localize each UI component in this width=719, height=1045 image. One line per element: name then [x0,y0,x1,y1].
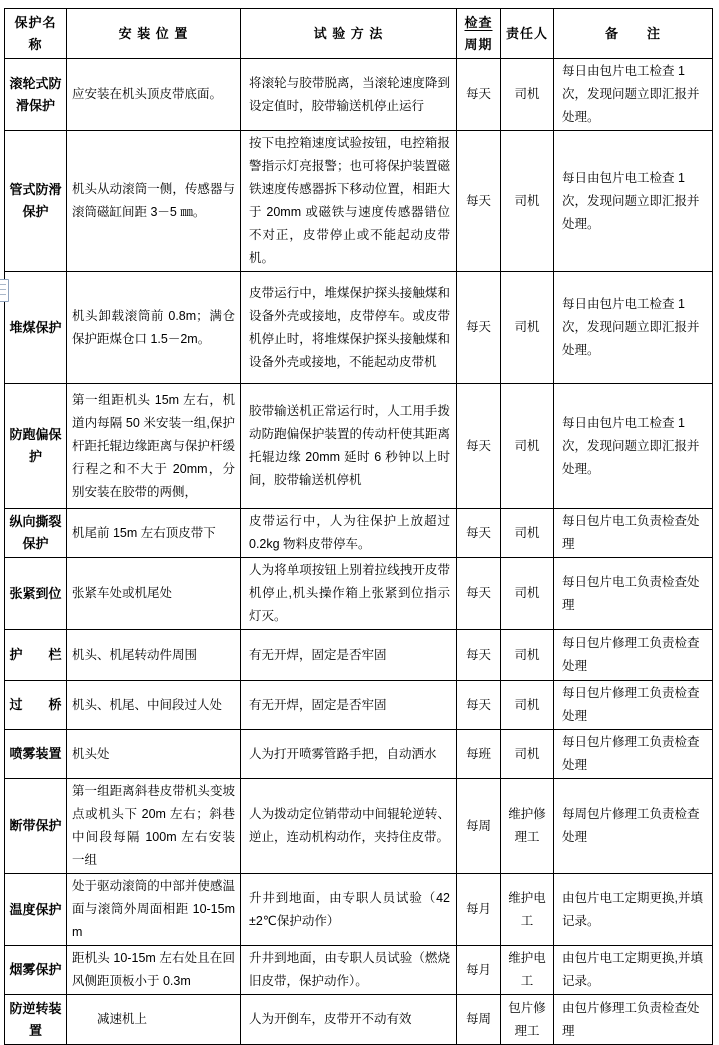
cell-responsible-person: 司机 [501,681,554,730]
cell-check-cycle: 每天 [457,509,501,558]
table-row [5,131,713,272]
cell-protection-name: 温度保护 [5,874,67,946]
cell-check-cycle: 每天 [457,384,501,509]
cell-install-location: 机头处 [67,730,241,779]
col-header-test-method: 试 验 方 法 [241,9,457,59]
cell-remark: 每日包片修理工负责检查处理 [554,681,713,730]
cell-test-method: 胶带输送机正常运行时，人工用手拨动防跑偏保护装置的传动杆使其距离托辊边缘 20mm 延时 6 秒钟以上时间，胶带输送机停机 [241,384,457,509]
cell-remark: 每日包片修理工负责检查处理 [554,630,713,681]
cell-protection-name: 喷雾装置 [5,730,67,779]
header-row [5,9,713,59]
cell-protection-name: 防逆转装置 [5,995,67,1045]
cell-protection-name: 纵向撕裂保护 [5,509,67,558]
cell-install-location: 距机头 10-15m 左右处且在回风侧距顶板小于 0.3m [67,946,241,995]
cell-install-location: 减速机上 [67,995,241,1045]
cell-remark: 每日由包片电工检查 1 次，发现问题立即汇报并处理。 [554,384,713,509]
cell-responsible-person: 司机 [501,131,554,272]
cell-check-cycle: 每天 [457,630,501,681]
cell-remark: 每日由包片电工检查 1 次，发现问题立即汇报并处理。 [554,272,713,384]
cell-test-method: 人为拨动定位销带动中间辊轮逆转、逆止，连动机构动作，夹持住皮带。 [241,779,457,874]
cell-install-location: 张紧车处或机尾处 [67,558,241,630]
cell-responsible-person: 司机 [501,630,554,681]
cell-responsible-person: 司机 [501,558,554,630]
cell-remark: 每日由包片电工检查 1 次，发现问题立即汇报并处理。 [554,131,713,272]
check-cycle-header-line2: 周期 [464,36,493,52]
cell-remark: 每日由包片电工检查 1 次，发现问题立即汇报并处理。 [554,59,713,131]
cell-responsible-person: 维护电工 [501,946,554,995]
cell-remark: 每日包片电工负责检查处理 [554,558,713,630]
cell-remark: 每日包片修理工负责检查处理 [554,730,713,779]
cell-responsible-person: 司机 [501,730,554,779]
table-row [5,681,713,730]
cell-test-method: 有无开焊，固定是否牢固 [241,681,457,730]
cell-remark: 每周包片修理工负责检查处理 [554,779,713,874]
cell-test-method: 按下电控箱速度试验按钮，电控箱报警指示灯亮报警；也可将保护装置磁铁速度传感器拆下移动位置，相距大于 20mm 或磁铁与速度传感器错位不对正，皮带停止或不能起动皮带机。 [241,131,457,272]
cell-remark: 由包片电工定期更换,并填记录。 [554,946,713,995]
cell-test-method: 将滚轮与胶带脱离，当滚轮速度降到设定值时，胶带输送机停止运行 [241,59,457,131]
cell-responsible-person: 包片修理工 [501,995,554,1045]
table-row [5,630,713,681]
cell-install-location: 处于驱动滚筒的中部并使感温面与滚筒外周面相距 10-15mm [67,874,241,946]
cell-install-location: 机尾前 15m 左右顶皮带下 [67,509,241,558]
col-header-remark: 备 注 [554,9,713,59]
cell-responsible-person: 司机 [501,59,554,131]
cell-check-cycle: 每天 [457,59,501,131]
cell-protection-name: 断带保护 [5,779,67,874]
cell-install-location: 应安装在机头顶皮带底面。 [67,59,241,131]
cell-install-location: 第一组距机头 15m 左右，机道内每隔 50 米安装一组,保护杆距托辊边缘距离与保护杆缓行程之和不大于 20mm，分别安装在胶带的两侧， [67,384,241,509]
cell-test-method: 人为将单项按钮上别着拉线拽开皮带机停止,机头操作箱上张紧到位指示灯灭。 [241,558,457,630]
table-row [5,558,713,630]
cell-install-location: 机头从动滚筒一侧，传感器与滚筒磁缸间距 3－5 ㎜。 [67,131,241,272]
cell-remark: 由包片电工定期更换,并填记录。 [554,874,713,946]
col-header-responsible-person: 责任人 [501,9,554,59]
table-row [5,384,713,509]
cell-check-cycle: 每周 [457,995,501,1045]
cell-protection-name: 滚轮式防滑保护 [5,59,67,131]
cell-responsible-person: 维护电工 [501,874,554,946]
cell-protection-name: 管式防滑保护 [5,131,67,272]
cell-check-cycle: 每天 [457,131,501,272]
cell-protection-name: 烟雾保护 [5,946,67,995]
cell-remark: 由包片修理工负责检查处理 [554,995,713,1045]
cell-protection-name: 张紧到位 [5,558,67,630]
col-header-protection-name: 保护名称 [5,9,67,59]
cell-test-method: 升井到地面，由专职人员试验（燃烧旧皮带，保护动作）。 [241,946,457,995]
check-cycle-header-line1: 检查 [464,14,493,30]
cell-protection-name: 堆煤保护 [5,272,67,384]
cell-responsible-person: 司机 [501,509,554,558]
cell-protection-name: 护 栏 [5,630,67,681]
cell-test-method: 升井到地面，由专职人员试验（42±2℃保护动作） [241,874,457,946]
col-header-install-location: 安 装 位 置 [67,9,241,59]
cell-check-cycle: 每月 [457,946,501,995]
protection-inspection-table [4,8,713,1045]
cell-responsible-person: 司机 [501,272,554,384]
table-row [5,730,713,779]
cell-test-method: 有无开焊，固定是否牢固 [241,630,457,681]
cell-responsible-person: 维护修理工 [501,779,554,874]
col-header-check-cycle [457,9,501,59]
table-row [5,272,713,384]
cell-test-method: 人为开倒车，皮带开不动有效 [241,995,457,1045]
cell-remark: 每日包片电工负责检查处理 [554,509,713,558]
table-row [5,509,713,558]
object-anchor-icon-lines [0,284,6,298]
table-row [5,779,713,874]
cell-install-location: 机头、机尾、中间段过人处 [67,681,241,730]
cell-install-location: 机头、机尾转动件周围 [67,630,241,681]
cell-check-cycle: 每天 [457,681,501,730]
cell-check-cycle: 每天 [457,272,501,384]
cell-install-location: 第一组距离斜巷皮带机头变坡点或机头下 20m 左右；斜巷中间段每隔 100m 左右安装一组 [67,779,241,874]
object-anchor-icon [0,279,9,302]
cell-check-cycle: 每周 [457,779,501,874]
cell-check-cycle: 每月 [457,874,501,946]
cell-test-method: 皮带运行中，堆煤保护探头接触煤和设备外壳或接地，皮带停车。或皮带机停止时，将堆煤保护探头接触煤和设备外壳或接地，不能起动皮带机 [241,272,457,384]
cell-test-method: 皮带运行中，人为往保护上放超过 0.2kg 物料皮带停车。 [241,509,457,558]
table-row [5,946,713,995]
cell-check-cycle: 每班 [457,730,501,779]
table-row [5,874,713,946]
cell-protection-name: 防跑偏保护 [5,384,67,509]
cell-protection-name: 过 桥 [5,681,67,730]
cell-responsible-person: 司机 [501,384,554,509]
table-row [5,59,713,131]
table-row [5,995,713,1045]
cell-test-method: 人为打开喷雾管路手把，自动洒水 [241,730,457,779]
cell-check-cycle: 每天 [457,558,501,630]
cell-install-location: 机头卸载滚筒前 0.8m；满仓保护距煤仓口 1.5－2m。 [67,272,241,384]
